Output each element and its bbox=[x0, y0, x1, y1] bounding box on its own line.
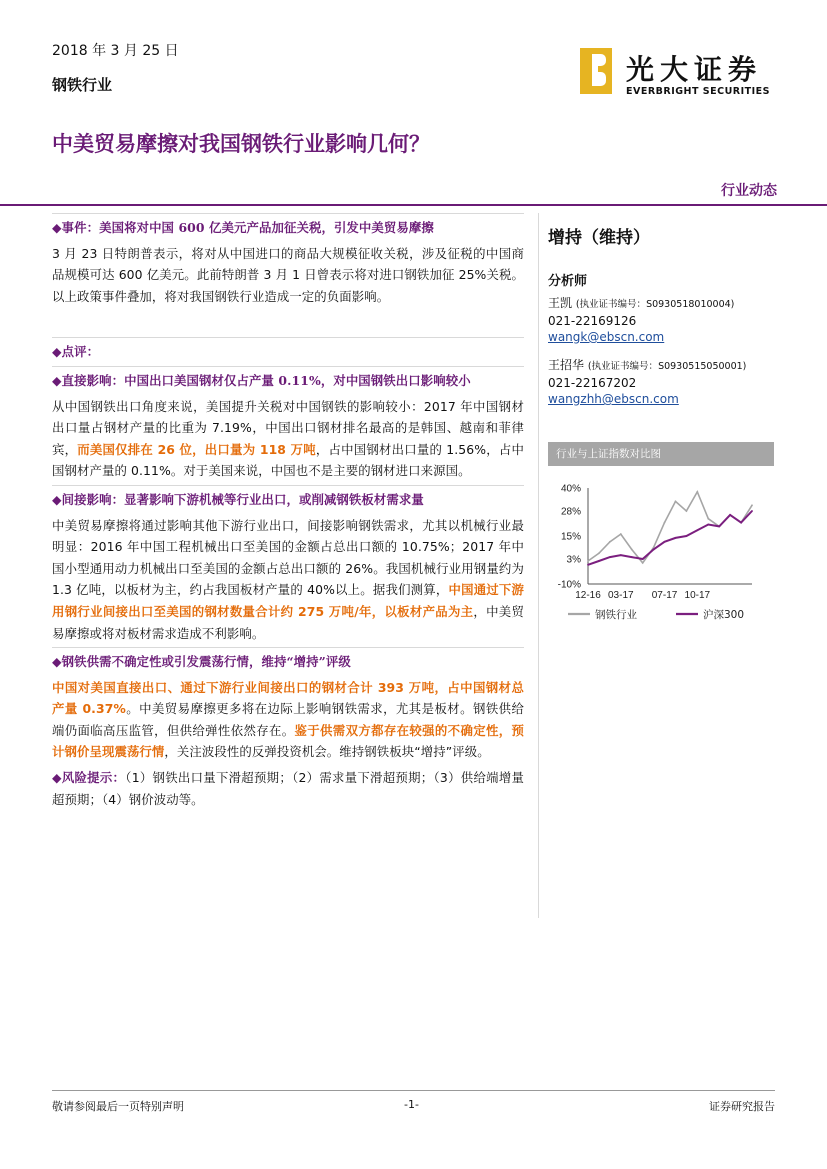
x-tick-label: 07-17 bbox=[651, 590, 678, 601]
data-point bbox=[675, 537, 677, 539]
legend-label: 沪深300 bbox=[703, 609, 745, 621]
uncertainty-paragraph: 中国对美国直接出口、通过下游行业间接出口的钢材合计 393 万吨，占中国钢材总产量 0.37%。中美贸易摩擦更多将在边际上影响钢铁需求，尤其是板材。钢铁供给端仍面临高压监管，但供给弹性依然存在。鉴于供需双方都存在较强的不确定性，预计钢价呈现震荡行情，关注波段性的反弹投资机会。维持钢铁板块“增持”评级。 bbox=[52, 679, 524, 760]
data-point bbox=[751, 504, 753, 506]
y-tick-label: 40% bbox=[560, 483, 581, 495]
analyst-phone: 021-22169126 bbox=[548, 314, 637, 328]
data-point bbox=[696, 491, 698, 493]
data-point bbox=[609, 556, 611, 558]
direct-impact-paragraph: 从中国钢铁出口角度来说，美国提升关税对中国钢铁的影响较小：2017 年中国钢材出口量占钢材产量的比重为 7.19%，中国出口钢材排名最高的是韩国、越南和菲律宾，而美国仅排在 26 位，出口量为 118 万吨，占中国钢材出口量的 1.56%，占中国钢材产量的 0.11%。对于美国来说，中国也不是主要的钢材进口来源国。 bbox=[52, 398, 524, 479]
everbright-logo-icon bbox=[580, 48, 612, 94]
event-heading: ◆事件：美国将对中国 600 亿美元产品加征关税，引发中美贸易摩擦 bbox=[52, 213, 524, 239]
data-point bbox=[642, 562, 644, 564]
data-point bbox=[664, 522, 666, 524]
uncertainty-highlight-2: 鉴于供需双方都存在较强的不确定性，预计钢价呈现震荡行情 bbox=[52, 722, 524, 760]
data-point bbox=[653, 549, 655, 551]
y-tick-label: 3% bbox=[566, 554, 581, 566]
header-divider bbox=[0, 204, 827, 206]
y-tick-label: 15% bbox=[560, 531, 581, 543]
data-point bbox=[718, 526, 720, 528]
data-point bbox=[707, 518, 709, 520]
data-point bbox=[598, 552, 600, 554]
direct-impact-highlight: 而美国仅排在 26 位，出口量为 118 万吨 bbox=[77, 441, 316, 457]
analyst-phone: 021-22167202 bbox=[548, 376, 637, 390]
indirect-impact-highlight: 中国通过下游用钢行业间接出口至美国的钢材数量合计约 275 万吨/年，以板材产品为主 bbox=[52, 582, 524, 619]
uncertainty-highlight-1: 中国对美国直接出口、通过下游行业间接出口的钢材合计 393 万吨，占中国钢材总产量 0.37% bbox=[52, 679, 524, 717]
analyst-card: 王凯 (执业证书编号：S0930518010004) 021-22169126 wangk@ebscn.com bbox=[548, 295, 788, 345]
y-tick-label: -10% bbox=[557, 579, 581, 591]
x-tick-label: 10-17 bbox=[684, 590, 711, 601]
footer-disclaimer: 敬请参阅最后一页特别声明 bbox=[52, 1100, 184, 1113]
data-point bbox=[631, 556, 633, 558]
data-point bbox=[664, 541, 666, 543]
risk-paragraph: ◆风险提示：（1）钢铁出口量下滑超预期；（2）需求量下滑超预期；（3）供给端增量超预期；（4）钢价波动等。 bbox=[52, 770, 524, 807]
x-tick-label: 12-16 bbox=[575, 590, 601, 601]
comparison-chart bbox=[548, 476, 778, 630]
y-tick-label: 28% bbox=[560, 506, 581, 518]
data-point bbox=[620, 533, 622, 535]
footer-divider bbox=[52, 1090, 775, 1091]
report-category: 行业动态 bbox=[721, 183, 777, 199]
report-date: 2018 年 3 月 25 日 bbox=[52, 43, 179, 59]
logo-text-en: EVERBRIGHT SECURITIES bbox=[626, 86, 770, 97]
logo-text-cn: 光大证券 bbox=[626, 53, 763, 86]
main-column bbox=[52, 213, 524, 810]
data-point bbox=[729, 514, 731, 516]
analyst-card: 王招华 (执业证书编号：S0930515050001) 021-22167202 wangzhh@ebscn.com bbox=[548, 357, 788, 407]
chart-title: 行业与上证指数对比图 bbox=[548, 442, 774, 466]
analyst-email-link[interactable]: wangzhh@ebscn.com bbox=[548, 392, 679, 406]
data-point bbox=[686, 510, 688, 512]
data-point bbox=[675, 501, 677, 503]
series-line-hs300 bbox=[588, 511, 752, 565]
data-point bbox=[598, 560, 600, 562]
direct-impact-heading: ◆直接影响：中国出口美国钢材仅占产量 0.11%，对中国钢铁出口影响较小 bbox=[52, 366, 524, 392]
data-point bbox=[696, 529, 698, 531]
data-point bbox=[609, 541, 611, 543]
footer-report-type: 证券研究报告 bbox=[709, 1100, 775, 1113]
data-point bbox=[740, 522, 742, 524]
data-point bbox=[631, 549, 633, 551]
indirect-impact-heading: ◆间接影响：显著影响下游机械等行业出口，或削减钢铁板材需求量 bbox=[52, 485, 524, 511]
data-point bbox=[587, 560, 589, 562]
comment-heading: ◆点评： bbox=[52, 337, 524, 363]
risk-label: ◆风险提示： bbox=[52, 770, 126, 786]
analyst-email-link[interactable]: wangk@ebscn.com bbox=[548, 330, 665, 344]
data-point bbox=[620, 554, 622, 556]
report-title: 中美贸易摩擦对我国钢铁行业影响几何？ bbox=[52, 132, 430, 156]
analyst-name: 王招华 bbox=[548, 358, 585, 372]
data-point bbox=[751, 510, 753, 512]
data-point bbox=[587, 564, 589, 566]
rating: 增持（维持） bbox=[548, 228, 650, 248]
data-point bbox=[642, 558, 644, 560]
sector-label: 钢铁行业 bbox=[52, 76, 113, 94]
x-tick-label: 03-17 bbox=[608, 590, 634, 601]
analyst-name: 王凯 bbox=[548, 296, 573, 310]
legend-label: 钢铁行业 bbox=[595, 609, 637, 621]
data-point bbox=[707, 524, 709, 526]
column-divider bbox=[538, 213, 539, 918]
event-paragraph: 3 月 23 日特朗普表示，将对从中国进口的商品大规模征收关税，涉及征税的中国商品规模可达 600 亿美元。此前特朗普 3 月 1 日曾表示将对进口钢铁加征 25%关税。以上政策事件叠加，将对我国钢铁行业造成一定的负面影响。 bbox=[52, 245, 524, 304]
page-number: -1- bbox=[404, 1098, 419, 1111]
sidebar bbox=[548, 223, 788, 407]
uncertainty-heading: ◆钢铁供需不确定性或引发震荡行情，维持“增持”评级 bbox=[52, 647, 524, 673]
analyst-heading: 分析师 bbox=[548, 274, 588, 289]
data-point bbox=[686, 535, 688, 537]
series-line-steel bbox=[588, 492, 752, 563]
indirect-impact-paragraph: 中美贸易摩擦将通过影响其他下游行业出口，间接影响钢铁需求，尤其以机械行业最明显：2016 年中国工程机械出口至美国的金额占总出口额的 10.75%；2017 年中国小型通用动力机械出口至美国的金额占总出口额的 26%。我国机械行业用钢量约为 1.3 亿吨，以板材为主，约占我国板材产量的 40%以上。据我们测算，中国通过下游用钢行业间接出口至美国的钢材数量合计约 275 万吨/年，以板材产品为主，中美贸易摩擦或将对板材需求造成不利影响。 bbox=[52, 517, 524, 641]
